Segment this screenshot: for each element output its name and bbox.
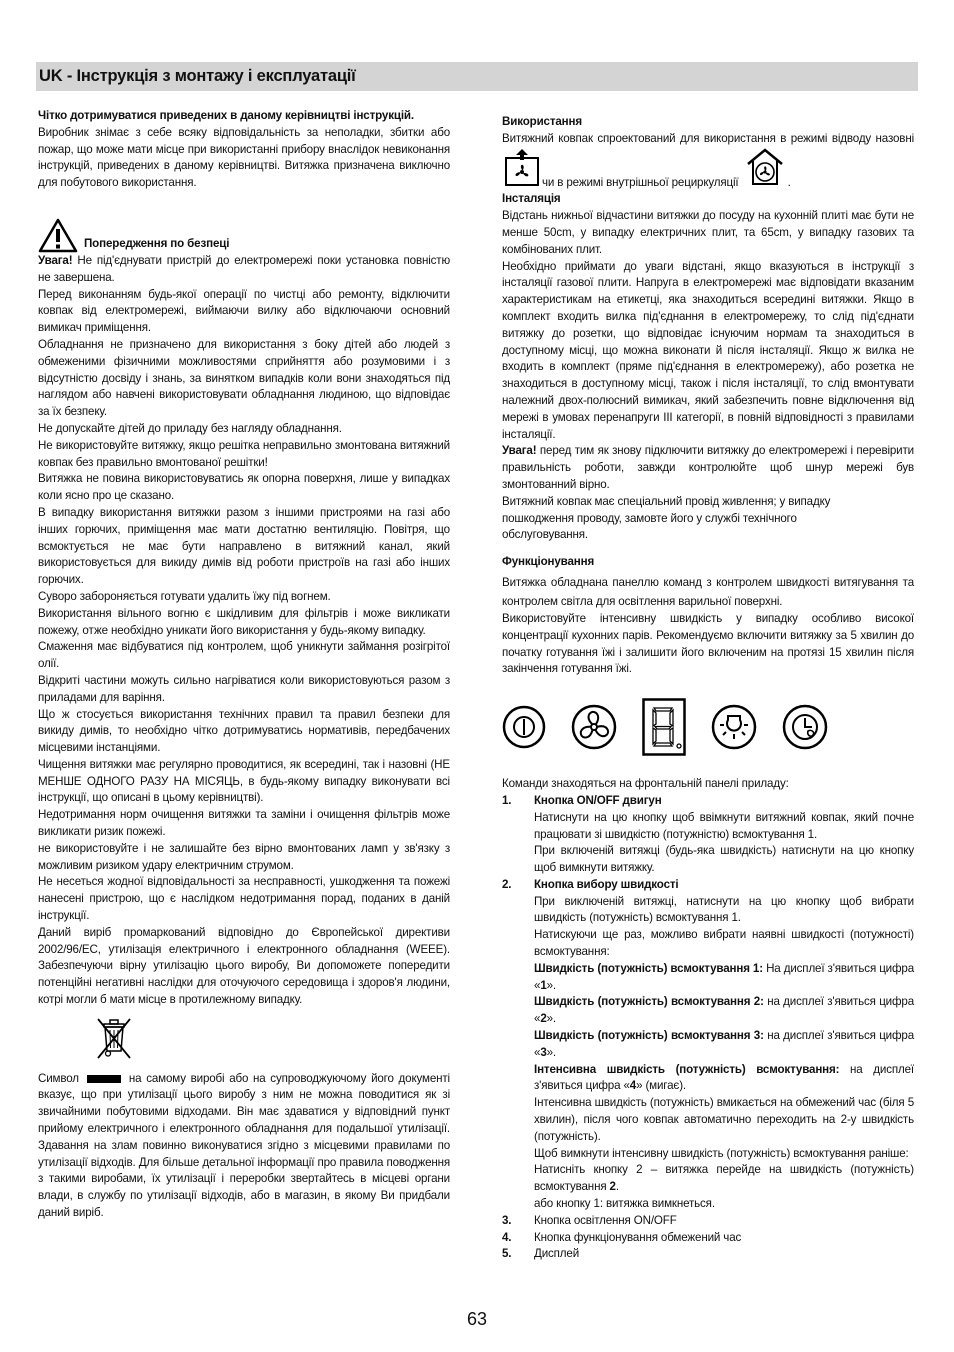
safety-paragraph: Чищення витяжки має регулярно проводитися, як всередині, так і назовні (НЕ МЕНШЕ ОДНОГО РАЗУ НА МІСЯЦЬ, в будь-якому випадку виконувати всі інструкції, що описані в цьому керівництві). xyxy=(38,757,450,805)
symbol-paragraph xyxy=(38,1071,450,1222)
speed-text: на дисплеї з'явиться цифра « xyxy=(534,995,914,1026)
speed-line xyxy=(502,1028,914,1062)
power-button-icon xyxy=(502,705,546,749)
speed-label: Швидкість (потужність) всмоктування 3: xyxy=(534,1029,764,1043)
recirculation-mode-icon xyxy=(745,148,785,192)
safety-paragraph: Суворо забороняється готувати удалить їжу під вогнем. xyxy=(38,589,331,603)
safety-paragraph: Відкриті частини можуть сильно нагріватися коли використовуються разом з приладами для варіння. xyxy=(38,673,450,704)
attention-label: Увага! xyxy=(502,444,537,458)
safety-paragraph: Недотримання норм очищення витяжки та заміни і очищення фільтрів може викликати ризик пожежі. xyxy=(38,808,450,839)
page-number: 63 xyxy=(466,1309,488,1329)
item-paragraph: або кнопку 1: витяжка вимкнеться. xyxy=(534,1197,715,1211)
list-number: 1. xyxy=(502,793,512,807)
attention-label: Увага! xyxy=(38,253,73,267)
list-item xyxy=(502,877,914,894)
list-number: 3. xyxy=(502,1213,512,1227)
control-panel-illustration xyxy=(502,698,828,756)
list-item xyxy=(502,793,914,810)
safety-paragraph: не використовуйте і не залишайте без вірно вмонтованих ламп у зв'язку з можливим ризиком удару електричним струмом. xyxy=(38,841,450,872)
usage-paragraph xyxy=(502,131,914,192)
attention-paragraph xyxy=(38,253,450,287)
title-bar xyxy=(36,62,918,91)
item-text: . xyxy=(615,1180,619,1194)
function-heading: Функціонування xyxy=(502,555,595,569)
speed-end: ». xyxy=(546,1012,556,1026)
left-column xyxy=(38,108,450,1222)
install-heading: Інсталяція xyxy=(502,192,561,206)
speed-end: ». xyxy=(546,978,556,992)
speed-text: на дисплеї з'явиться цифра « xyxy=(534,1029,914,1059)
function-paragraph: Витяжка обладнана панеллю команд з контролем швидкості витягування та контролем світла для освітлення варильної поверхні. xyxy=(502,575,914,608)
speed-line xyxy=(502,1062,914,1096)
fan-button-icon xyxy=(571,704,617,750)
cable-line: Витяжний ковпак має спеціальний провід живлення; у випадку xyxy=(502,494,831,508)
right-column xyxy=(502,114,914,1263)
item-paragraph: Натискуючи ще раз, можливо вибрати наявні швидкості (потужності) всмоктування: xyxy=(534,928,914,959)
safety-paragraph: Не допускайте дітей до приладу без нагляду обладнання. xyxy=(38,421,342,435)
list-item xyxy=(502,1213,914,1230)
page-title: UK - Інструкція з монтажу і експлуатації xyxy=(39,67,356,85)
list-number: 2. xyxy=(502,877,512,891)
safety-paragraph: Не несеться жодної відповідальності за несправності, ушкодження та пожежі нанесені пристрою, що є наслідком недотримання порад, поданих в даній інструкції. xyxy=(38,875,450,923)
speed-line xyxy=(502,994,914,1028)
speed-text: на дисплеї з'явиться цифра « xyxy=(534,1062,914,1093)
speed-end: » (мигає). xyxy=(636,1079,686,1093)
speed-digit: 1 xyxy=(540,978,547,992)
timer-button-icon xyxy=(782,704,828,750)
safety-paragraph: Даний виріб промаркований відповідно до Європейської директиви 2002/96/EC, утилізація електричного і електронного обладнання (WEEE). Забезпечуючи вірну утилізацію цього виробу, Ви допоможете попередити потенційні негативні наслідки для оточуючого середовища і здоров'я людини, котрі могли б мати місце в протилежному випадку. xyxy=(38,925,450,1007)
function-paragraph: Використовуйте інтенсивну швидкість у випадку особливо високої концентрації кухонних парів. Рекомендуємо включити витяжку за 5 хвилин до початку готування їжі і залишити його включеним на протязі 15 хвилин після закінчення готування їжі. xyxy=(502,611,914,676)
cable-line: обслуговування. xyxy=(502,528,588,542)
list-title: Дисплей xyxy=(534,1247,580,1261)
list-title: Кнопка вибору швидкості xyxy=(534,877,679,891)
light-button-icon xyxy=(711,704,757,750)
install-paragraph: Відстань нижньої відчастини витяжки до посуду на кухонній плиті має бути не менше 50cm, у випадку електричних плит, та 65cm, у випадку газових та комбінованих плит. xyxy=(502,209,914,256)
install-paragraph: Необхідно приймати до уваги відстані, якщо вказуються в інструкції з інсталяції газової плити. Напруга в електромережі має відповідати вказаним характеристикам на етикетці, яка знаходиться всередині витяжки. Якщо в комплект входить вилка під'єднання в електромережу, то слід під'єднати витяжку до розетки, що відповідає існуючим нормам та знаходиться в доступному місці, що можна виконати й після інсталяції. Якщо ж вилка не входить в комплект (пряме під'єднання в електромережу), або розетка не знаходиться в доступному місці, також і після інсталяції, то слід вмонтувати належний двох-полюсний вимикач, який забезпечить повне відключення від мережі в умовах перенапруги III категорії, в повній відповідності з правилами інсталяції. xyxy=(502,259,914,441)
list-title: Кнопка ON/OFF двигун xyxy=(534,793,662,807)
usage-heading: Використання xyxy=(502,115,582,128)
item-paragraph: При виключеній витяжці, натиснути на цю кнопку щоб вибрати швидкість (потужність) всмоктування 1. xyxy=(534,894,914,925)
intro-text: Виробник знімає з себе всяку відповідальність за неполадки, збитки або пожар, що може мати місце при використанні прибору внаслідок невиконання інструкцій, приведених в даному керівництві. Витяжка призначена виключно для побутового використання. xyxy=(38,125,450,190)
list-title: Кнопка освітлення ON/OFF xyxy=(534,1213,677,1227)
safety-heading-block xyxy=(38,218,450,253)
speed-label: Інтенсивна швидкість (потужність) всмоктування: xyxy=(534,1062,840,1076)
intro-bold: Чітко дотримуватися приведених в даному керівництві інструкцій. xyxy=(38,109,414,122)
warning-triangle-icon xyxy=(38,218,78,253)
display-icon xyxy=(642,698,686,756)
speed-digit: 2 xyxy=(540,1012,547,1026)
attention-text: перед тим як знову підключити витяжку до електромережі і перевірити правильність роботи, завжди контролюйте щоб шнур мережі був змонтованний вірно. xyxy=(502,444,914,491)
item-paragraph xyxy=(502,1162,914,1196)
safety-paragraph: Обладнання не призначено для використання з боку дітей або людей з обмеженими фізичними можливостями сприйняття або розумовими і з відсутністю досвіду і знань, за винятком випадків коли вони знаходяться під наглядом або навчені використовувати обладнання людиною, що відповідає за їх безпеку. xyxy=(38,337,450,419)
cable-line: пошкодження проводу, замовте його у службі технічного xyxy=(502,511,797,525)
speed-digit: 4 xyxy=(629,1079,637,1093)
symbol-word: Символ xyxy=(38,1071,79,1085)
list-number: 5. xyxy=(502,1247,512,1261)
black-bar-icon xyxy=(87,1075,121,1083)
crossed-bin-icon xyxy=(94,1015,134,1061)
list-item xyxy=(502,1230,914,1247)
list-item xyxy=(502,1246,914,1263)
safety-paragraph: Що ж стосується використання технічних правил та правил безпеки для викиду димів, то необхідно чітко дотримуватись нормативів, передбачених місцевими інстанціями. xyxy=(38,707,450,755)
usage-text: Витяжний ковпак спроектований для використання в режимі відводу назовні xyxy=(502,131,914,145)
item-paragraph: Щоб вимкнути інтенсивну швидкість (потужність) всмоктування раніше: xyxy=(534,1146,909,1160)
safety-paragraph: Використання вільного вогню є шкідливим для фільтрів і може викликати пожежу, отже необхідно уникати його використання у будь-якому випадку. xyxy=(38,606,450,637)
safety-heading: Попередження по безпеці xyxy=(84,237,230,251)
item-paragraph: Натиснути на цю кнопку щоб ввімкнути витяжний ковпак, який почне працювати зі швидкістю (потужністю) всмоктування 1. xyxy=(534,810,914,841)
list-title: Кнопка функціонування обмежений час xyxy=(534,1230,742,1244)
safety-paragraph: Витяжка не повина використовуватись як опорна поверхня, лише у випадках коли ясно про це сказано. xyxy=(38,472,450,503)
item-paragraph: При включеній витяжці (будь-яка швидкість) натиснути на цю кнопку щоб вимкнути витяжку. xyxy=(534,844,914,875)
speed-line xyxy=(502,961,914,995)
speed-digit: 3 xyxy=(540,1045,547,1059)
speed-end: ». xyxy=(546,1045,556,1059)
speed-label: Швидкість (потужність) всмоктування 1: xyxy=(534,961,763,975)
item-text: Натисніть кнопку 2 – витяжка перейде на швидкість (потужність) всмоктування xyxy=(534,1163,914,1194)
list-number: 4. xyxy=(502,1230,512,1244)
safety-paragraph: Смаження має відбуватися під контролем, щоб уникнути займання розігрітої олії. xyxy=(38,640,450,671)
install-attention xyxy=(502,443,914,493)
speed-digit: 2 xyxy=(609,1180,616,1194)
safety-paragraph: В випадку використання витяжки разом з іншими пристроями на газі або інших горючих, приміщення має мати достатню вентиляцію. Повітря, що всмоктується не має бути направлено в витяжний канал, який використовується для викиду димів від роботи пристроїв на газі або інших горючих. xyxy=(38,505,450,587)
item-paragraph: Інтенсивна швидкість (потужність) вмикається на обмежений час (біля 5 хвилин), після чого ковпак автоматично переходить на 2-у швидкість (потужність). xyxy=(534,1096,914,1143)
usage-text: . xyxy=(787,175,791,189)
symbol-text: на самому виробі або на супроводжуючому його документі вказує, що при утилізації цього виробу з ним не можна поводитися як зі звичайними побутовими відходами. Він має здаватися у відповідний пункт прийому електричного і електронного обладнання для подальшої утилізації. Здавання на злам повинно виконуватися згідно з місцевими правилами по утилізації відходів. Для більше детальної інформації про правила поводження з такими виробами, їх утилізації і переробки звертайтесь в місцеві органи влади, в службу по утилізації відходів, або в магазин, в якому Ви придбали даний виріб. xyxy=(38,1071,450,1220)
usage-text: чи в режимі внутрішньої рециркуляції xyxy=(542,175,739,189)
exhaust-mode-icon xyxy=(505,148,539,192)
speed-text: На дисплеї з'явиться цифра « xyxy=(534,961,914,992)
safety-paragraph: Не використовуйте витяжку, якщо решітка неправильно змонтована витяжний ковпак без правильно вмонтованої решітки! xyxy=(38,438,450,469)
weee-symbol xyxy=(94,1015,450,1067)
attention-text: Не під'єднувати пристрій до електромережі поки установка повністю не завершена. xyxy=(38,253,450,284)
commands-intro: Команди знаходяться на фронтальній панелі приладу: xyxy=(502,777,789,791)
speed-label: Швидкість (потужність) всмоктування 2: xyxy=(534,995,764,1009)
safety-paragraph: Перед виконанням будь-якої операції по чистці або ремонту, відключити ковпак від електромережі, виймаючи вилку або відключаючи основний вимикач приміщення. xyxy=(38,287,450,335)
